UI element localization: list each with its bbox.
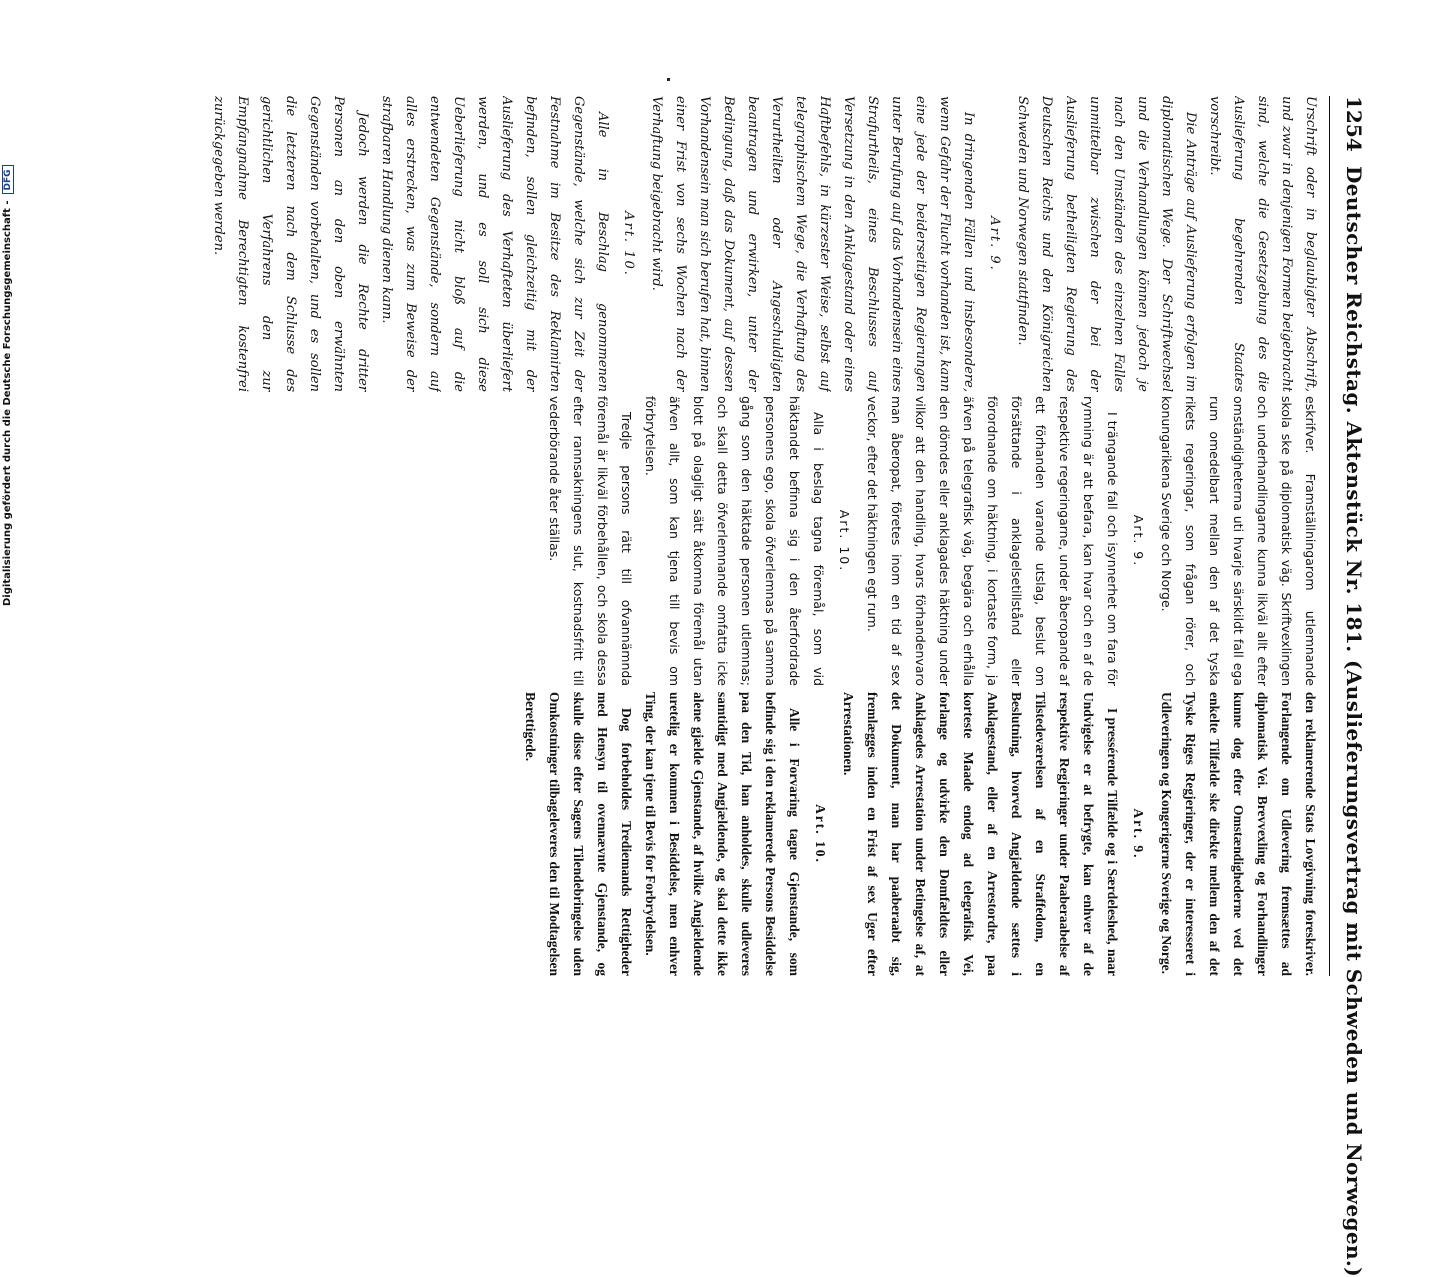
column-swedish xyxy=(142,396,1322,686)
page-header xyxy=(1329,96,1370,1277)
column-norwegian xyxy=(142,692,1322,976)
dfg-logo: DFG xyxy=(2,165,14,194)
article-heading: Art. 10. xyxy=(813,804,828,864)
paragraph: I pressérende Tilfælde og i Særdeleshed, naar Undvigelse er at befrygte, kan enhver af de respektive Regjeringer under Paaberaabelse af Tilstedeværelsen af en Straffedom, en Beslutning, hvorved Angjældende sættes i Anklagestand, eller af en Arrestordre, paa korteste Maade endog ad telegrafisk Vei, forlange og udvirke den Domfældtes eller Anklagedes Arrestation under Betingelse af, at det Dokument, man har paaberaabt sig, fremlægges inden en Frist af sex Uger efter Arrestationen. xyxy=(841,692,1120,976)
paragraph: Alla i beslag tagna föremål, som vid häktandet befinna sig i den återfordrade personens ego, skola öfverlemnas på samma gång som den häktade personen utlemnas; och skall detta öfverlemnande omfatta icke blott på olagligt sätt åtkomna föremål utan äfven allt, som kan tjena till bevis om förbrytelsen. xyxy=(643,396,826,686)
article-heading: Art. 9. xyxy=(1131,514,1146,568)
article-heading: Art. 9. xyxy=(987,216,1002,272)
rotated-document-page xyxy=(120,96,1370,1277)
article-heading: Art. 9. xyxy=(1131,808,1146,860)
article-heading: Art. 10. xyxy=(621,211,636,277)
column-german xyxy=(142,96,1322,392)
paragraph: In dringenden Fällen und insbesondere, wenn Gefahr der Flucht vorhanden ist, kann eine jede der beiderseitigen Regierungen unter Berufung auf das Vorhandensein eines Strafurtheils, eines Beschlusses auf Versetzung in den Anklagestand oder eines Haftbefehls, in kürzester Weise, selbst auf telegraphischem Wege, die Verhaftung des Verurtheilten oder Angeschuldigten beantragen und erwirken, unter der Bedingung, daß das Dokument, auf dessen Vorhandensein man sich berufen hat, binnen einer Frist von sechs Wochen nach der Verhaftung beigebracht wird. xyxy=(649,96,976,392)
paragraph: Dog forbeholdes Trediemands Rettigheder med Hensyn til ovennævnte Gjenstande, og skulle disse efter Sagens Tilendebringelse uden Omkostninger tilbageleveres den til Modtagelsen Berettigede. xyxy=(523,692,634,976)
paragraph: den reklamerende Stats Lovgivning foreskriver. Forlangende om Udlevering fremsættes ad diplomatisk Vei. Brevvexling og Forhandlinger kunne dog efter Omstændighederne ved det enkelte Tilfælde ske direkte mellem den af det Tyske Riges Regjeringer, der er interesseret i Udleveringen og Kongerigerne Sverige og Norge. xyxy=(1159,692,1318,976)
scan-speck xyxy=(667,78,670,81)
paragraph: eskrifver. Framställningarom utlemnande skola ske på diplomatisk väg. Skriftvexlingen och underhandlingarne kunna likväl allt efter omständigheterna uti hvarje särskildt fall ega rum omedelbart mellan den af det tyska rikets regeringar, som frågan rörer, och konungarikena Sverige och Norge. xyxy=(1159,396,1318,686)
header-title: Deutscher Reichstag. Aktenstück Nr. 181. (Auslieferungsvertrag mit Schweden und Norwegen.) xyxy=(1342,166,1366,1277)
paragraph: Tredje persons rätt till ofvannämnda föremål är likväl förbehållen, och skola dessa efter rannsakningens slut, kostnadsfritt till vederbörande åter ställas. xyxy=(547,396,634,686)
digitization-footer xyxy=(2,165,14,606)
paragraph: Jedoch werden die Rechte dritter Personen an den oben erwähnten Gegenständen vorbehalten, und es sollen die letzteren nach dem Schlusse des gerichtlichen Verfahrens den zur Empfangnahme Berechtigten kostenfrei zurückgegeben werden. xyxy=(211,96,370,392)
article-heading: Art. 10. xyxy=(837,509,852,573)
paragraph: Alle i Forvaring tagne Gjenstande, som befinde sig i den reklamerede Persons Besiddelse paa den Tid, han anholdes, skulle udleveres samtidigt med Angjældende, og skal dette ikke alene gjælde Gjenstande, af hvilke Angjældende uretelig er kommen i Besiddelse, men enhver Ting, der kan tjene til Bevis for Forbrydelsen. xyxy=(643,692,802,976)
paragraph: Die Anträge auf Auslieferung erfolgen im diplomatischen Wege. Der Schriftwechsel und die Verhandlungen können jedoch je nach den Umständen des einzelnen Falles unmittelbar zwischen der bei der Auslieferung betheiligten Regierung des Deutschen Reichs und den Königreichen Schweden und Norwegen stattfinden. xyxy=(1015,96,1198,392)
paragraph: Urschrift oder in beglaubigter Abschrift, und zwar in denjenigen Formen beigebracht sind, welche die Gesetzgebung des die Auslieferung begehrenden Staates vorschreibt. xyxy=(1207,96,1318,392)
page-number: 1254 xyxy=(1342,96,1366,152)
digitization-note: Digitalisierung gefördert durch die Deutsche Forschungsgemeinschaft - xyxy=(2,200,13,606)
paragraph: I trängande fall och isynnerhet om fara för rymning är att befara, kan hvar och en af de respektive regeringarne, under åberopande af ett förhanden varande utslag, beslut om försättande i anklagelsetillstånd eller förordnande om häktning, i kortaste form, ja äfven på telegrafisk väg, begära och erhålla den dömdes eller anklagades häktning under vilkor att den handling, hvars förhandenvaro man åberopat, företes inom en tid af sex veckor, efter det häktningen egt rum. xyxy=(865,396,1120,686)
paragraph: Alle in Beschlag genommenen Gegenstände, welche sich zur Zeit der Festnahme im Besitze des Reklamirten befinden, sollen gleichzeitig mit der Auslieferung des Verhafteten überliefert werden, und es soll sich diese Ueberlieferung nicht bloß auf die entwendeten Gegenstände, sondern auf alles erstrecken, was zum Beweise der strafbaren Handlung dienen kann. xyxy=(379,96,610,392)
